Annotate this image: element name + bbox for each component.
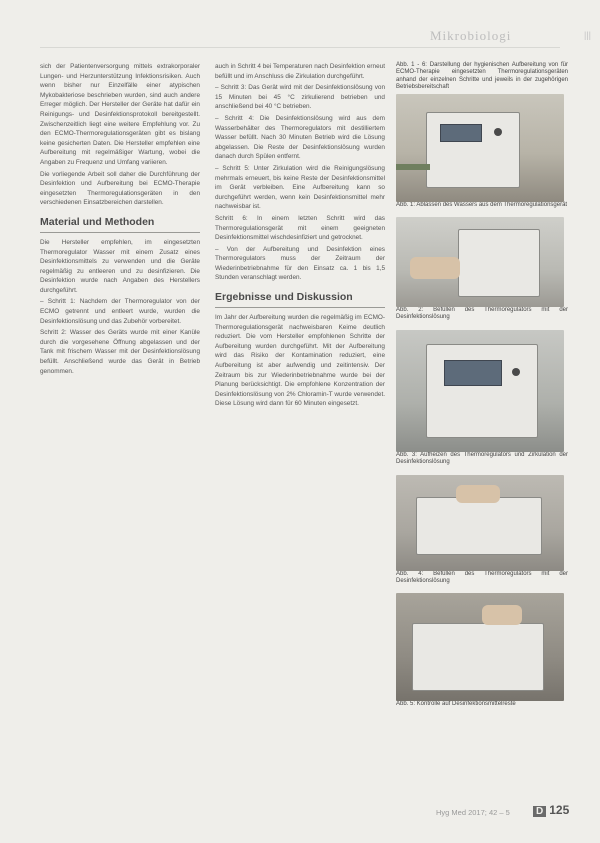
figure-caption: Abb. 2: Befüllen des Thermoregulators mit der Desinfektionslösung: [396, 307, 568, 321]
body-paragraph: auch in Schritt 4 bei Temperaturen nach Desinfektion erneut befüllt und im Anschluss die Zirkulation durchgeführt.: [215, 63, 385, 80]
section-heading-methods: Material und Methoden: [40, 216, 200, 233]
body-paragraph: – Von der Aufbereitung und Desinfektion eines Thermoregulators muss der Zeitraum der Wiederinbetriebnahme für den Einsatz ca. 1 bis 1,5 Stunden veranschlagt werden.: [215, 245, 385, 282]
figure-photo: [396, 593, 564, 701]
body-paragraph: Schritt 2: Wasser des Geräts wurde mit einer Kanüle durch die vorgesehene Öffnung abgelassen und der Tank mit frischem Wasser mit der Desinfektionslösung befüllt. Anschließend wurde das Gerät in Betrieb genommen.: [40, 329, 200, 375]
device-display: [440, 124, 482, 142]
device-knob: [494, 128, 502, 136]
figure-4: [396, 475, 568, 586]
body-paragraph: Die vorliegende Arbeit soll daher die Durchführung der Desinfektion und Aufbereitung bei ECMO-Therapie eingesetzten Thermoregulationsgeräten in den verschiedenen Einsatzbereichen darstellen.: [40, 170, 200, 207]
drain-tube: [396, 164, 430, 170]
running-head: Mikrobiologi: [430, 28, 512, 43]
hand: [456, 485, 500, 503]
journal-issue: Hyg Med 2017; 42 – 5: [436, 808, 510, 817]
figure-1: [396, 62, 568, 209]
thermoregulator-device: [416, 497, 542, 555]
thermoregulator-device: [426, 344, 538, 438]
figure-photo: [396, 217, 564, 307]
thermoregulator-device: [458, 229, 540, 297]
method-step: – Schritt 4: Die Desinfektionslösung wird aus dem Wasserbehälter des Thermoregulators mit destilliertem Wasser befüllt. Nach 30 Minuten Betrieb wird die Lösung abgelassen. Die Reste der Desinfektionslösung wurden danach durch Spülen entfernt.: [215, 114, 385, 161]
method-step: – Schritt 3: Das Gerät wird mit der Desinfektionslösung von 15 Minuten bei 45 °C zirkulierend betrieben und anschließend bei 40 °C betrieben.: [215, 84, 385, 111]
figure-2: [396, 217, 568, 322]
device-knob: [512, 368, 520, 376]
figure-caption: Abb. 1: Ablassen des Wassers aus dem Thermoregulationsgerät: [396, 201, 568, 208]
method-step: – Schritt 5: Unter Zirkulation wird die Reinigungslösung mehrmals erneuert, bis keine Reste der Desinfektionsmittel im Gerät verbleiben. Eine Aufbereitung kann so durchgeführt werden, wenn kein Desinfektionsmittel mehr nachweisbar ist.: [215, 164, 385, 211]
figure-photo: [396, 94, 564, 202]
figure-5: [396, 593, 568, 708]
figure-photo: [396, 475, 564, 571]
figure-group-caption: Abb. 1 - 6: Darstellung der hygienischen Aufbereitung von für ECMO-Therapie eingesetzten Thermoregulationsgeräten anhand der einzelnen Schritte und jeweils in der zugehörigen Betriebsbereitschaft: [396, 62, 568, 91]
page-prefix: D: [533, 806, 546, 817]
method-step: – Schritt 1: Nachdem der Thermoregulator von der ECMO getrennt und entleert wurde, wurden die Desinfektionslösung und das Zubehör vorbereitet.: [40, 298, 200, 325]
figure-3: [396, 330, 568, 467]
column-left: [40, 62, 200, 378]
figure-caption: Abb. 3: Aufheizen des Thermoregulators und Zirkulation der Desinfektionslösung: [396, 451, 568, 466]
section-heading-results: Ergebnisse und Diskussion: [215, 291, 385, 308]
column-middle: [215, 62, 385, 411]
header-rule: [40, 47, 560, 48]
method-step: Schritt 6: In einem letzten Schritt wird das Thermoregulationsgerät mit einem geeigneten Desinfektionsmittel wischdesinfiziert und getrocknet.: [215, 214, 385, 242]
figure-photo: [396, 330, 564, 452]
device-display: [444, 360, 502, 386]
column-figures: [396, 62, 568, 717]
body-paragraph: sich der Patientenversorgung mittels extrakorporaler Lungen- und Herzunterstützung Infektionsrisiken. Auch wenn bisher nur Einzelfälle einer atypischen Mykobakteriose beschrieben wurden, sind auch andere Erreger möglich. Der Hersteller der Geräte hat dafür ein Reinigungs- und Desinfektionsprotokoll bereitgestellt. Zwischenzeitlich liegt eine weitere Empfehlung vor. Zu den ECMO-Thermoregulationsgeräten gibt es bislang keine gesicherten Daten. Die Hersteller empfehlen eine Aufbereitung mit regelmäßiger Wartung, wobei die Angaben zu Frequenz und Umfang variieren.: [40, 63, 200, 166]
hand: [482, 605, 522, 625]
page-mark: |||: [584, 30, 592, 40]
thermoregulator-device: [412, 623, 544, 691]
hand: [410, 257, 460, 279]
figure-caption: Abb. 5: Kontrolle auf Desinfektionsmittelreste: [396, 701, 516, 708]
body-paragraph: Die Hersteller empfehlen, im eingesetzten Thermoregulator Wasser mit einem Zusatz eines Desinfektionsmittels zu verwenden und die Geräte regelmäßig zu entleeren und zu desinfizieren. Die Desinfektion wurde nach Angaben des Herstellers durchgeführt.: [40, 238, 200, 294]
page-number: [533, 803, 569, 817]
figure-caption: Abb. 4: Befüllen des Thermoregulators mit der Desinfektionslösung: [396, 570, 568, 585]
page-number-value: 125: [549, 803, 570, 817]
body-paragraph: Im Jahr der Aufbereitung wurden die regelmäßig im ECMO-Thermoregulationsgerät nachweisbaren Keime deutlich reduziert. Die vom Hersteller empfohlenen Schritte der Aufbereitung wurden durchgeführt. Mit der Aufbereitung wird das Risiko der Kontamination reduziert, eine Aufbereitung ist aber aufwendig und zeitintensiv. Der Zeitraum bis zur Wiederinbetriebnahme wurde bei der Planung berücksichtigt. Die empfohlene Konzentration der Desinfektionslösung von 2% Chloramin-T wurde verwendet. Diese Lösung wird dann für 60 Minuten eingesetzt.: [215, 314, 385, 408]
